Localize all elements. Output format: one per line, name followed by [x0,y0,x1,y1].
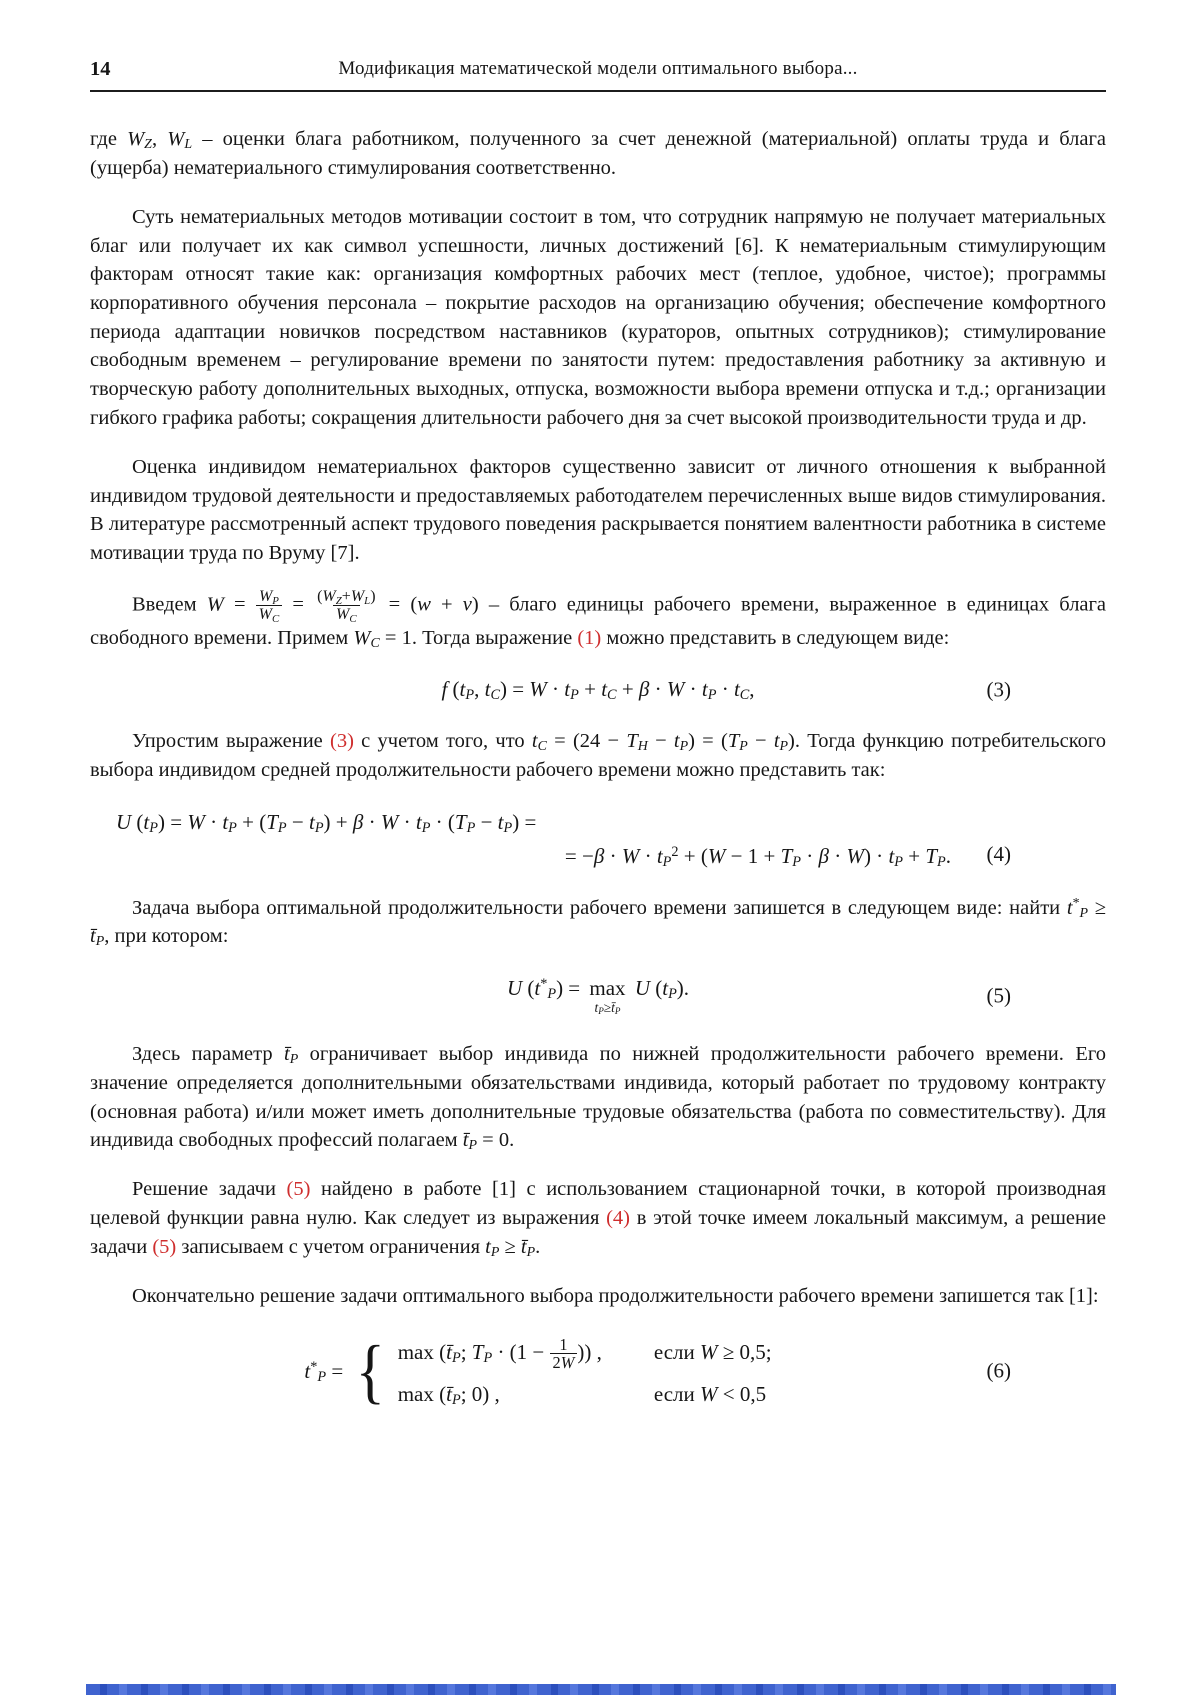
paragraph-5: Упростим выражение (3) с учетом того, что tC = (24 − TH − tP) = (TP − tP). Тогда функцию потребительского выбора индивидом средней продолжительности рабочего времени можно представить так: [90,730,1107,781]
running-title: Модификация математической модели оптимального выбора... [338,58,858,79]
equation-6 [90,1330,1106,1411]
paragraph-4: Введем W = $\frac{WP}{WC}$ = $\frac{(WZ+WL)}{WC}$ = (w + v) – благо единицы рабочего времени, выраженное в единицах блага свободного времени. Примем WC = 1. Тогда выражение (1) можно представить в следующем виде: [90,588,1107,651]
case-1-expression: max (t̄P; TP · (1 − $\frac{1}{2W}$ )) , [397,1334,602,1373]
scan-artifact-bar [86,1684,1116,1695]
equation-4 [90,810,1106,869]
equation-6-content [90,1330,1106,1411]
equation-3-number: (3) [986,677,1011,702]
cases-brace: { [355,1330,386,1411]
page-header [90,58,1106,84]
equation-5-number: (5) [986,983,1011,1008]
paragraph-7: Здесь параметр t̄P ограничивает выбор индивида по нижней продолжительности рабочего времени. Его значение определяется дополнительными обязательствами индивида, который работает по трудовому контракту (основная работа) и/или может иметь дополнительные трудовые обязательства (работа по совместительству). Для индивида свободных профессий полагаем t̄P = 0. [90,1043,1106,1154]
paragraph-1: где WZ, WL – оценки блага работником, полученного за счет денежной (материальной) оплаты труда и блага (ущерба) нематериального стимулирования соответственно. [90,128,1106,179]
equation-6-cases [398,1336,772,1407]
equation-5-math: U (t*P) = max tP≥t̄P U (tP). [506,975,690,1017]
paragraph-9: Окончательно решение задачи оптимального выбора продолжительности рабочего времени запишется так [1]: [132,1285,1099,1308]
paragraph-3: Оценка индивидом нематериальнох факторов существенно зависит от личного отношения к выбранной индивидом трудовой деятельности и предоставляемых работодателем перечисленных выше видов стимулирования. В литературе рассмотренный аспект трудового поведения раскрывается понятием валентности работника в системе мотивации труда по Вруму [7]. [90,455,1106,564]
page-number: 14 [90,58,111,80]
equation-4-number: (4) [986,841,1011,866]
equation-3-math: f (tP, tC) = W · tP + tC + β · W · tP · tC, [441,677,755,704]
article-body [90,125,1107,1411]
case-1-condition: если W ≥ 0,5; [653,1339,772,1364]
paragraph-6: Задача выбора оптимальной продолжительности рабочего времени запишется в следующем виде: найти t*P ≥ t̄P, при котором: [90,895,1106,950]
header-rule [90,90,1106,92]
equation-4-line-1: U (tP) = W · tP + (TP − tP) + β · W · tP · (TP − tP) = [116,809,537,836]
equation-6-number: (6) [986,1358,1011,1383]
case-2-condition: если W < 0,5 [653,1382,767,1407]
equation-6-lhs: t*P = [304,1358,344,1386]
case-2-expression: max (t̄P; 0) , [397,1382,500,1409]
paragraph-8: Решение задачи (5) найдено в работе [1] с использованием стационарной точки, в которой производная целевой функции равна нулю. Как следует из выражения (4) в этой точке имеем локальный максимум, а решение задачи (5) записываем с учетом ограничения tP ≥ t̄P. [90,1178,1106,1260]
equation-5 [90,976,1106,1015]
paragraph-2: Суть нематериальных методов мотивации состоит в том, что сотрудник напрямую не получает материальных благ или получает их как символ успешности, личных достижений [6]. К нематериальным стимулирующим факторам относят такие как: организация комфортных рабочих мест (теплое, удобное, чистое); программы корпоративного обучения персонала – покрытие расходов на организацию обучения; обеспечение комфортного периода адаптации новичков посредством наставников (кураторов, опытных сотрудников); стимулирование свободным временем – регулирование времени по занятости путем: предоставления работнику за активную и творческую работу дополнительных выходных, отпуска, возможности выбора времени отпуска и т.д.; организации гибкого графика работы; сокращения длительности рабочего дня за счет высокой производительности труда и др. [90,205,1106,429]
equation-4-line-2: = $-\beta \cdot W \cdot tP^2 + (W - 1$ + TP · β · W) · tP + TP. [564,843,951,870]
equation-3 [90,677,1106,702]
